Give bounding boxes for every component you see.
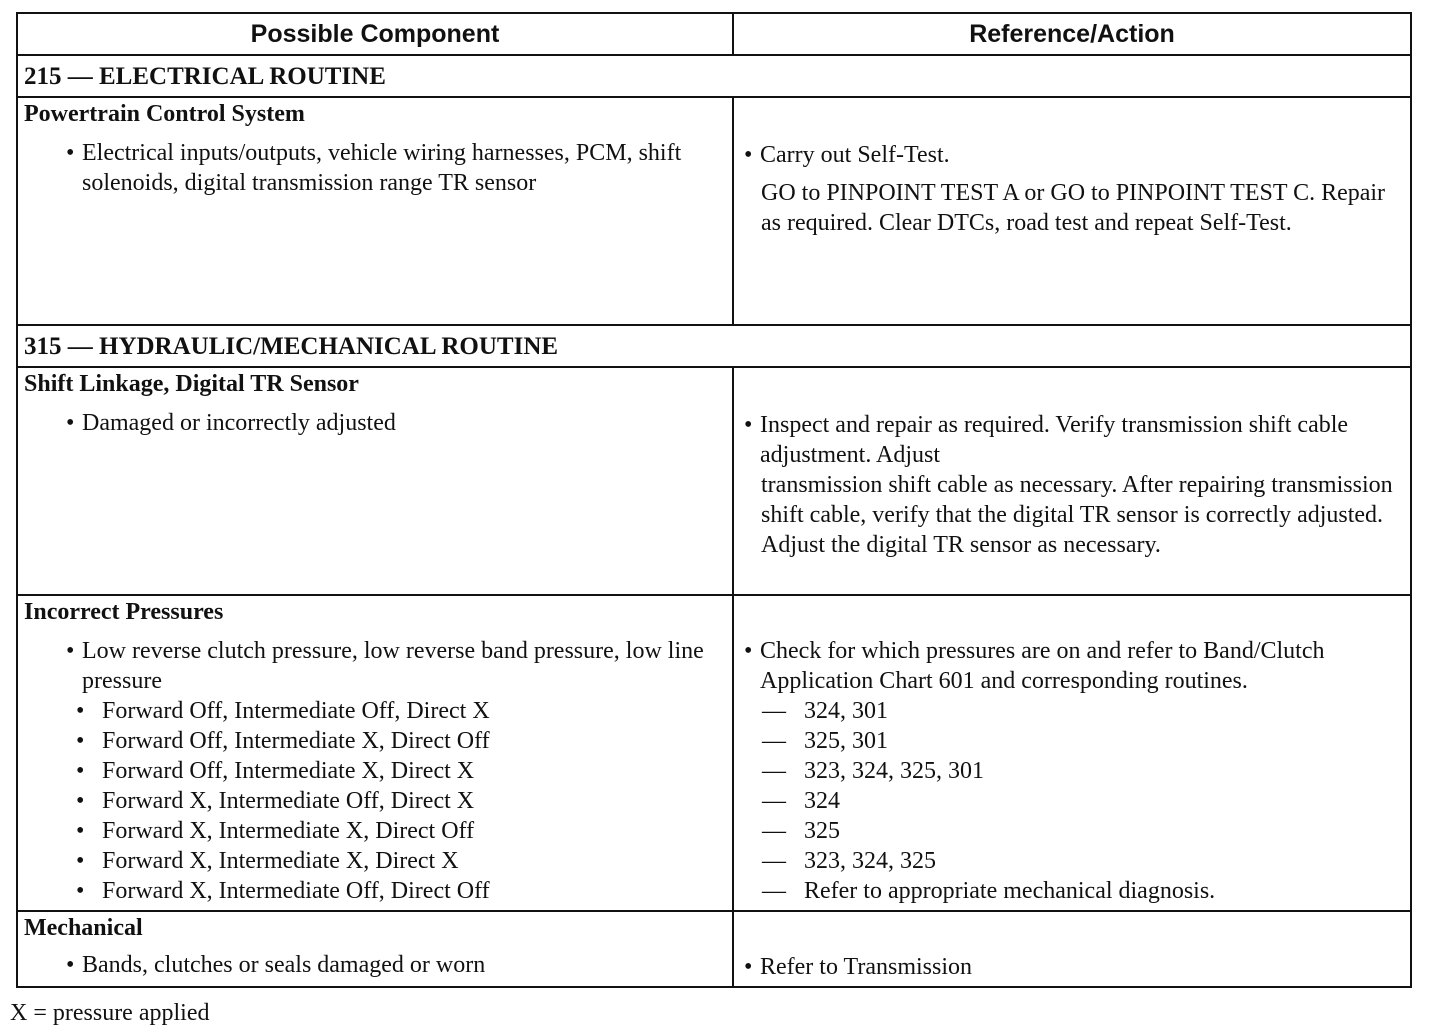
- action-text-mechanical: Refer to Transmission: [760, 954, 973, 980]
- action-cell-powertrain: [734, 98, 1410, 324]
- routine-reference: 324: [804, 788, 840, 814]
- category-shift-linkage: Shift Linkage, Digital TR Sensor: [24, 371, 359, 397]
- bullet-icon: •: [744, 954, 753, 980]
- dash-icon: —: [762, 758, 786, 784]
- section-title-215: 215 — ELECTRICAL ROUTINE: [24, 63, 386, 90]
- dash-icon: —: [762, 818, 786, 844]
- dash-icon: —: [762, 788, 786, 814]
- routine-reference: 323, 324, 325: [804, 848, 936, 874]
- bullet-icon: •: [66, 140, 75, 166]
- bullet-icon: •: [76, 728, 85, 754]
- diagnosis-table: [16, 12, 1412, 988]
- pressure-combination: Forward X, Intermediate Off, Direct X: [102, 788, 475, 814]
- action-text-shift-linkage-2: transmission shift cable as necessary. After repairing transmission shift cable, verify that the digital TR sensor is correctly adjusted. Adjust the digital TR sensor as necessary.: [761, 472, 1393, 558]
- component-text-powertrain: Electrical inputs/outputs, vehicle wiring harnesses, PCM, shift solenoids, digital transmission range TR sensor: [82, 140, 682, 196]
- footnote: X = pressure applied: [10, 1000, 210, 1026]
- component-cell-incorrect-pressures: [18, 596, 734, 910]
- table-row-shift-linkage: [18, 368, 1410, 596]
- component-cell-shift-linkage: [18, 368, 734, 594]
- table-row-mechanical: [18, 912, 1410, 986]
- action-text-powertrain: Carry out Self-Test.: [760, 142, 950, 168]
- dash-icon: —: [762, 728, 786, 754]
- component-cell-mechanical: [18, 912, 734, 986]
- routine-reference: Refer to appropriate mechanical diagnosis.: [804, 878, 1216, 904]
- bullet-icon: •: [76, 818, 85, 844]
- bullet-icon: •: [744, 142, 753, 168]
- bullet-icon: •: [66, 410, 75, 436]
- routine-reference: 325: [804, 818, 840, 844]
- component-cell-powertrain: [18, 98, 734, 324]
- pressure-combination: Forward Off, Intermediate X, Direct X: [102, 758, 475, 784]
- header-reference-action: Reference/Action: [969, 20, 1175, 48]
- action-text-incorrect-pressures: Check for which pressures are on and refer to Band/Clutch Application Chart 601 and corresponding routines.: [760, 638, 1325, 694]
- component-text-mechanical: Bands, clutches or seals damaged or worn: [82, 952, 486, 978]
- pressure-combination: Forward Off, Intermediate X, Direct Off: [102, 728, 490, 754]
- section-row-215: [18, 56, 1410, 98]
- bullet-icon: •: [66, 638, 75, 664]
- header-possible-component: Possible Component: [18, 14, 734, 54]
- action-cell-mechanical: [734, 912, 1410, 986]
- table-row-powertrain: [18, 98, 1410, 326]
- dash-icon: —: [762, 698, 786, 724]
- category-incorrect-pressures: Incorrect Pressures: [24, 599, 224, 625]
- pressure-combination: Forward X, Intermediate X, Direct Off: [102, 818, 475, 844]
- action-detail-powertrain: GO to PINPOINT TEST A or GO to PINPOINT TEST C. Repair as required. Clear DTCs, road test and repeat Self-Test.: [761, 180, 1386, 236]
- table-header-row: [18, 14, 1410, 56]
- dash-icon: —: [762, 848, 786, 874]
- pressure-combination: Forward X, Intermediate X, Direct X: [102, 848, 459, 874]
- component-text-incorrect-pressures: Low reverse clutch pressure, low reverse band pressure, low line pressure: [82, 638, 704, 694]
- bullet-icon: •: [66, 952, 75, 978]
- bullet-icon: •: [744, 638, 753, 664]
- routine-reference: 324, 301: [804, 698, 888, 724]
- bullet-icon: •: [76, 878, 85, 904]
- dash-icon: —: [762, 878, 786, 904]
- pressure-combination: Forward Off, Intermediate Off, Direct X: [102, 698, 490, 724]
- component-text-shift-linkage: Damaged or incorrectly adjusted: [82, 410, 396, 436]
- bullet-icon: •: [76, 848, 85, 874]
- bullet-icon: •: [76, 788, 85, 814]
- action-cell-shift-linkage: [734, 368, 1410, 594]
- routine-reference: 325, 301: [804, 728, 888, 754]
- action-cell-incorrect-pressures: [734, 596, 1410, 910]
- bullet-icon: •: [744, 412, 753, 438]
- bullet-icon: •: [76, 758, 85, 784]
- category-mechanical: Mechanical: [24, 915, 143, 941]
- section-title-315: 315 — HYDRAULIC/MECHANICAL ROUTINE: [24, 333, 559, 360]
- pressure-combination: Forward X, Intermediate Off, Direct Off: [102, 878, 490, 904]
- section-row-315: [18, 326, 1410, 368]
- bullet-icon: •: [76, 698, 85, 724]
- routine-reference: 323, 324, 325, 301: [804, 758, 984, 784]
- category-powertrain: Powertrain Control System: [24, 101, 305, 127]
- action-text-shift-linkage-1: Inspect and repair as required. Verify transmission shift cable adjustment. Adjust: [760, 412, 1349, 468]
- table-row-incorrect-pressures: [18, 596, 1410, 912]
